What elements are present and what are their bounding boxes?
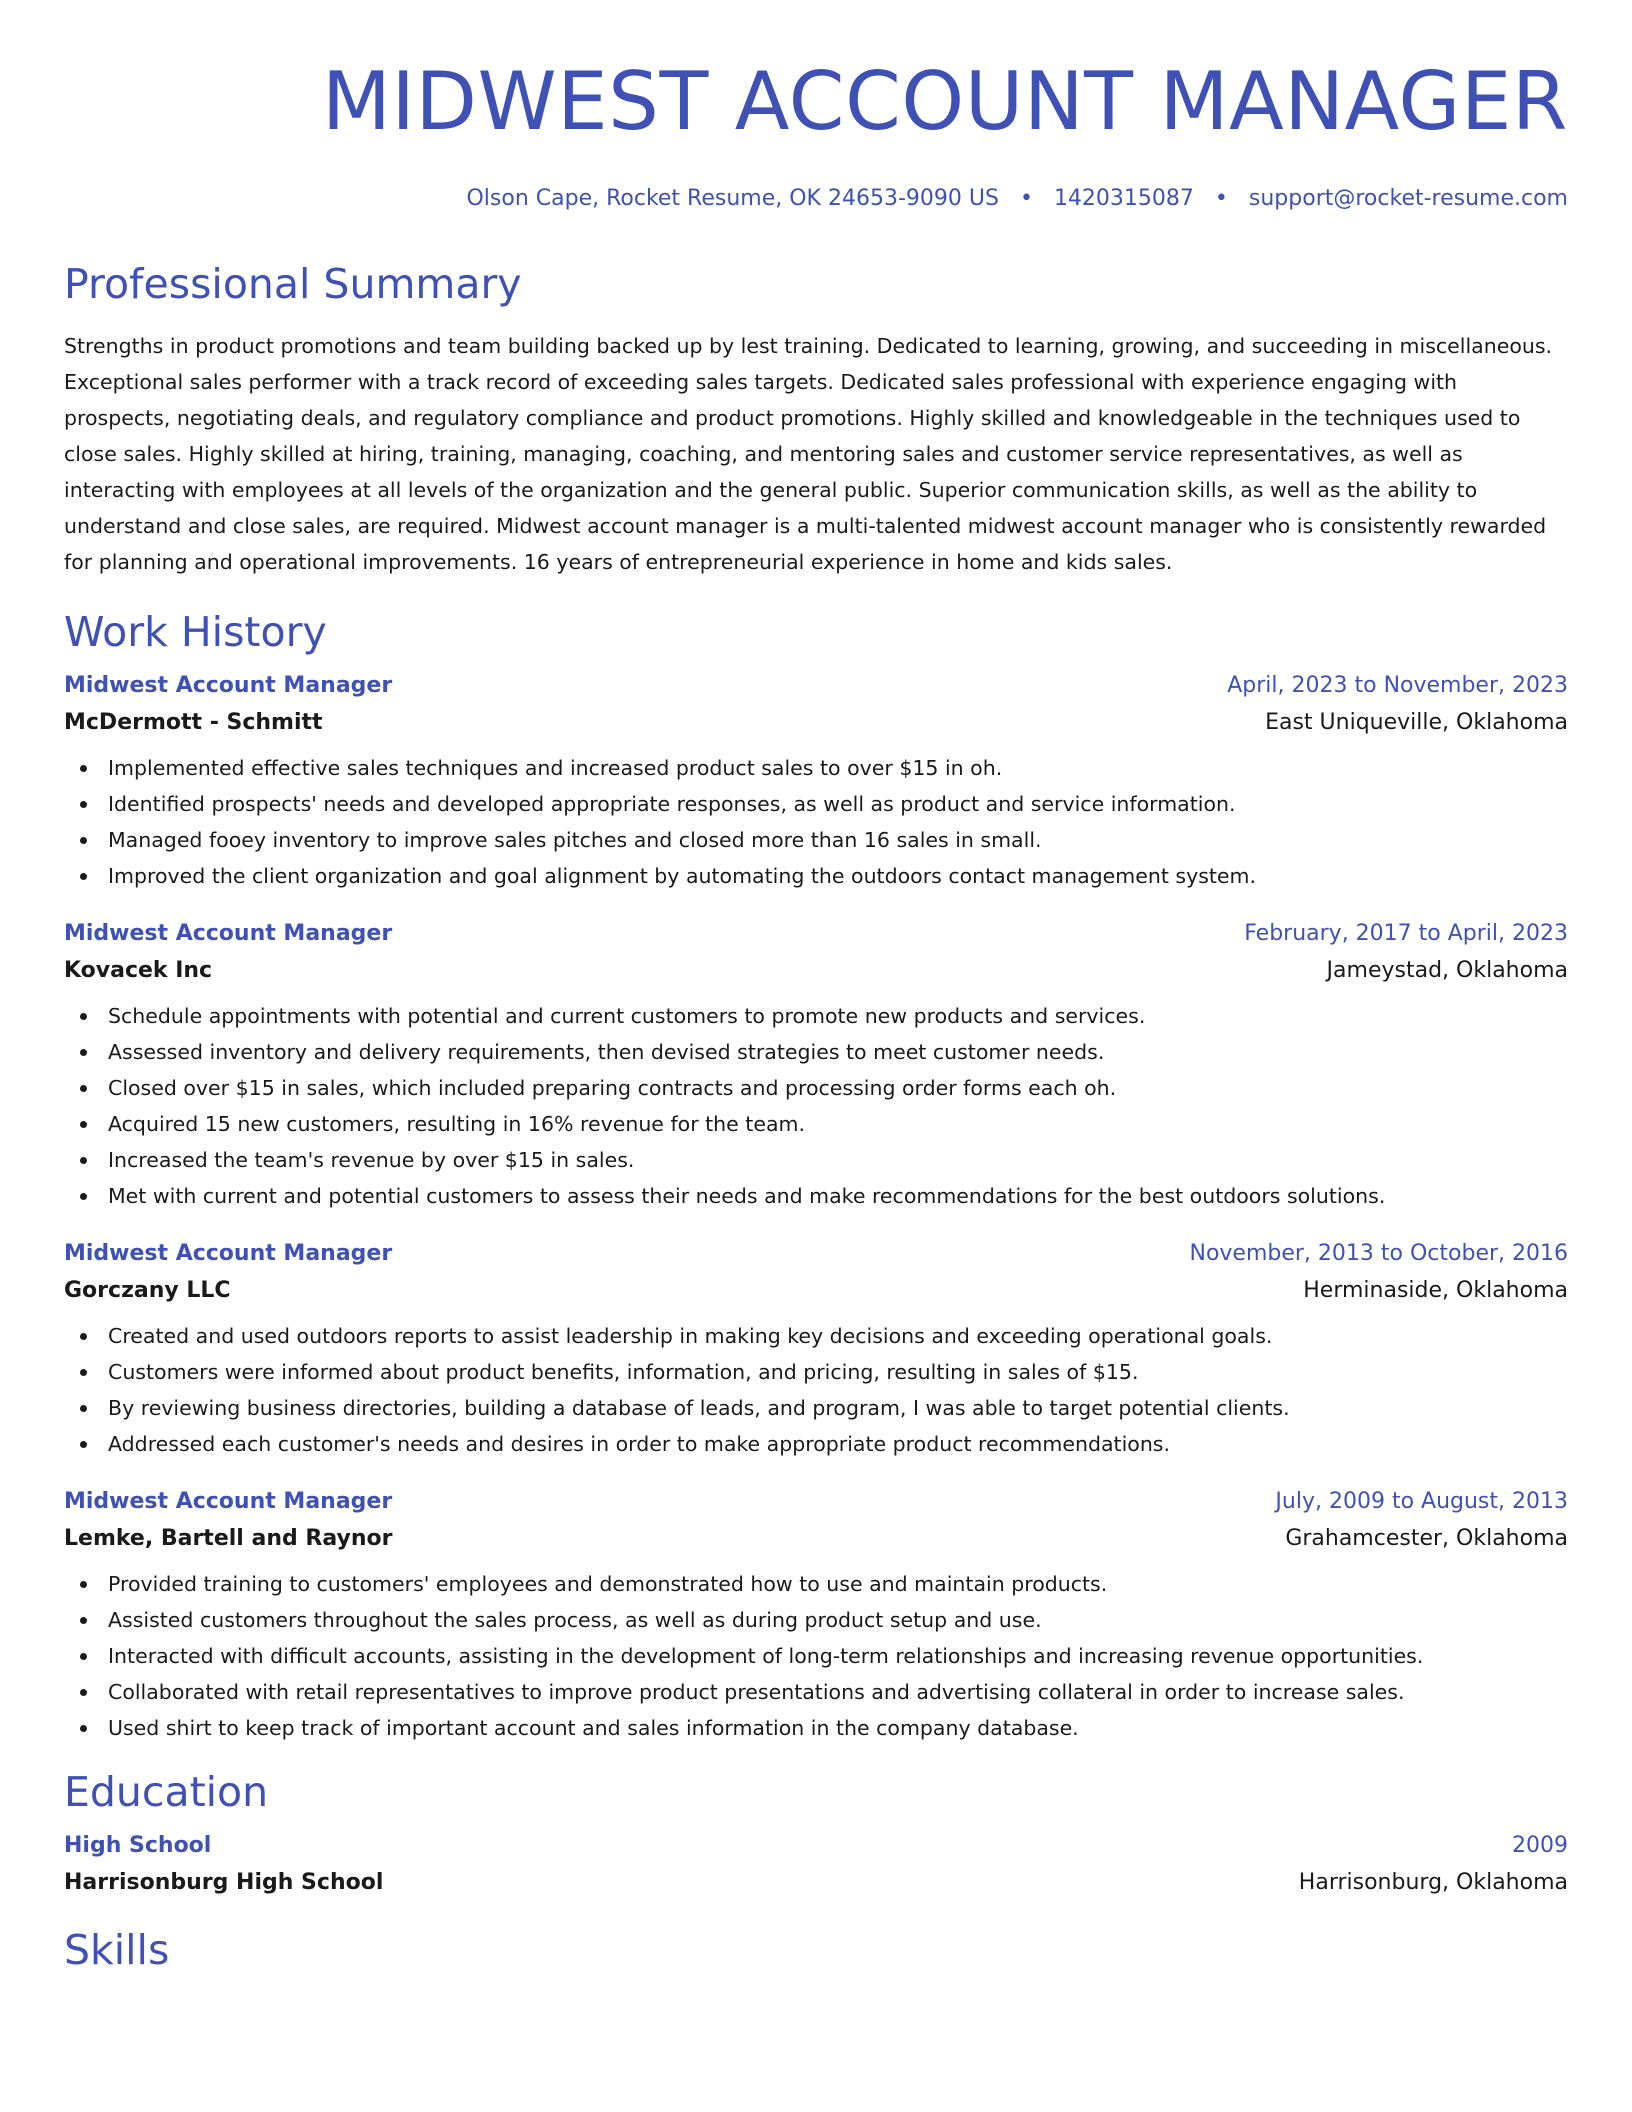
education-year: 2009	[1512, 1833, 1568, 1858]
summary-heading: Professional Summary	[64, 260, 522, 308]
education-entry	[64, 1828, 1568, 1902]
list-item: Addressed each customer's needs and desires in order to make appropriate product recommendations.	[64, 1426, 1568, 1462]
list-item: Created and used outdoors reports to assist leadership in making key decisions and exceeding operational goals.	[64, 1318, 1568, 1354]
skills-heading: Skills	[64, 1926, 170, 1974]
list-item: Customers were informed about product benefits, information, and pricing, resulting in sales of $15.	[64, 1354, 1568, 1390]
resume-header	[64, 0, 1568, 214]
job-entry	[64, 1484, 1568, 1746]
job-company-row	[64, 704, 1568, 742]
job-entry	[64, 1236, 1568, 1462]
job-bullets	[64, 750, 1568, 894]
education-school: Harrisonburg High School	[64, 1870, 384, 1895]
job-bullets	[64, 998, 1568, 1214]
list-item: Implemented effective sales techniques and increased product sales to over $15 in oh.	[64, 750, 1568, 786]
contact-line	[64, 184, 1568, 214]
job-dates: April, 2023 to November, 2023	[1227, 673, 1568, 698]
job-location: East Uniqueville, Oklahoma	[1265, 710, 1568, 735]
job-dates: July, 2009 to August, 2013	[1275, 1489, 1568, 1514]
job-company-row	[64, 952, 1568, 990]
job-bullets	[64, 1318, 1568, 1462]
job-company-row	[64, 1272, 1568, 1310]
job-company: Lemke, Bartell and Raynor	[64, 1526, 393, 1551]
job-role: Midwest Account Manager	[64, 1241, 393, 1266]
job-entry	[64, 668, 1568, 894]
education-heading: Education	[64, 1768, 269, 1816]
contact-separator: •	[1214, 186, 1228, 211]
job-location: Jameystad, Oklahoma	[1326, 958, 1568, 983]
list-item: Managed fooey inventory to improve sales pitches and closed more than 16 sales in small.	[64, 822, 1568, 858]
job-location: Grahamcester, Oklahoma	[1285, 1526, 1568, 1551]
job-dates: November, 2013 to October, 2016	[1189, 1241, 1568, 1266]
education-school-row	[64, 1864, 1568, 1902]
list-item: Increased the team's revenue by over $15 in sales.	[64, 1142, 1568, 1178]
job-title-row	[64, 916, 1568, 952]
education-degree: High School	[64, 1833, 212, 1858]
education-location: Harrisonburg, Oklahoma	[1298, 1870, 1568, 1895]
list-item: Schedule appointments with potential and current customers to promote new products and services.	[64, 998, 1568, 1034]
summary-text: Strengths in product promotions and team building backed up by lest training. Dedicated to learning, growing, and succeeding in miscellaneous. Exceptional sales performer with a track record of exceeding sales targets. Dedicated sales professional with experience engaging with prospects, negotiating deals, and regulatory compliance and product promotions. Highly skilled and knowledgeable in the techniques used to close sales. Highly skilled at hiring, training, managing, coaching, and mentoring sales and customer service representatives, as well as interacting with employees at all levels of the organization and the general public. Superior communication skills, as well as the ability to understand and close sales, are required. Midwest account manager is a multi-talented midwest account manager who is consistently rewarded for planning and operational improvements. 16 years of entrepreneurial experience in home and kids sales.	[64, 334, 1553, 574]
job-dates: February, 2017 to April, 2023	[1244, 921, 1568, 946]
list-item: Used shirt to keep track of important account and sales information in the company database.	[64, 1710, 1568, 1746]
contact-email[interactable]: support@rocket-resume.com	[1248, 186, 1568, 211]
education-degree-row	[64, 1828, 1568, 1864]
list-item: By reviewing business directories, building a database of leads, and program, I was able to target potential clients.	[64, 1390, 1568, 1426]
contact-address: Olson Cape, Rocket Resume, OK 24653-9090 US	[466, 186, 999, 211]
work-history-heading: Work History	[64, 608, 327, 656]
job-entry	[64, 916, 1568, 1214]
resume-page	[64, 0, 1568, 1976]
list-item: Identified prospects' needs and developed appropriate responses, as well as product and service information.	[64, 786, 1568, 822]
list-item: Assisted customers throughout the sales process, as well as during product setup and use.	[64, 1602, 1568, 1638]
resume-name: MIDWEST ACCOUNT MANAGER	[321, 55, 1568, 148]
job-company: Gorczany LLC	[64, 1278, 231, 1303]
job-company: McDermott - Schmitt	[64, 710, 323, 735]
list-item: Collaborated with retail representatives to improve product presentations and advertising collateral in order to increase sales.	[64, 1674, 1568, 1710]
list-item: Acquired 15 new customers, resulting in 16% revenue for the team.	[64, 1106, 1568, 1142]
list-item: Closed over $15 in sales, which included preparing contracts and processing order forms each oh.	[64, 1070, 1568, 1106]
list-item: Provided training to customers' employees and demonstrated how to use and maintain products.	[64, 1566, 1568, 1602]
contact-phone: 1420315087	[1053, 186, 1194, 211]
list-item: Interacted with difficult accounts, assisting in the development of long-term relationships and increasing revenue opportunities.	[64, 1638, 1568, 1674]
job-role: Midwest Account Manager	[64, 1489, 393, 1514]
job-title-row	[64, 668, 1568, 704]
job-role: Midwest Account Manager	[64, 921, 393, 946]
job-role: Midwest Account Manager	[64, 673, 393, 698]
job-title-row	[64, 1236, 1568, 1272]
job-company: Kovacek Inc	[64, 958, 213, 983]
job-location: Herminaside, Oklahoma	[1303, 1278, 1568, 1303]
list-item: Assessed inventory and delivery requirements, then devised strategies to meet customer needs.	[64, 1034, 1568, 1070]
list-item: Improved the client organization and goal alignment by automating the outdoors contact management system.	[64, 858, 1568, 894]
list-item: Met with current and potential customers to assess their needs and make recommendations for the best outdoors solutions.	[64, 1178, 1568, 1214]
job-company-row	[64, 1520, 1568, 1558]
contact-separator: •	[1019, 186, 1033, 211]
job-bullets	[64, 1566, 1568, 1746]
job-title-row	[64, 1484, 1568, 1520]
